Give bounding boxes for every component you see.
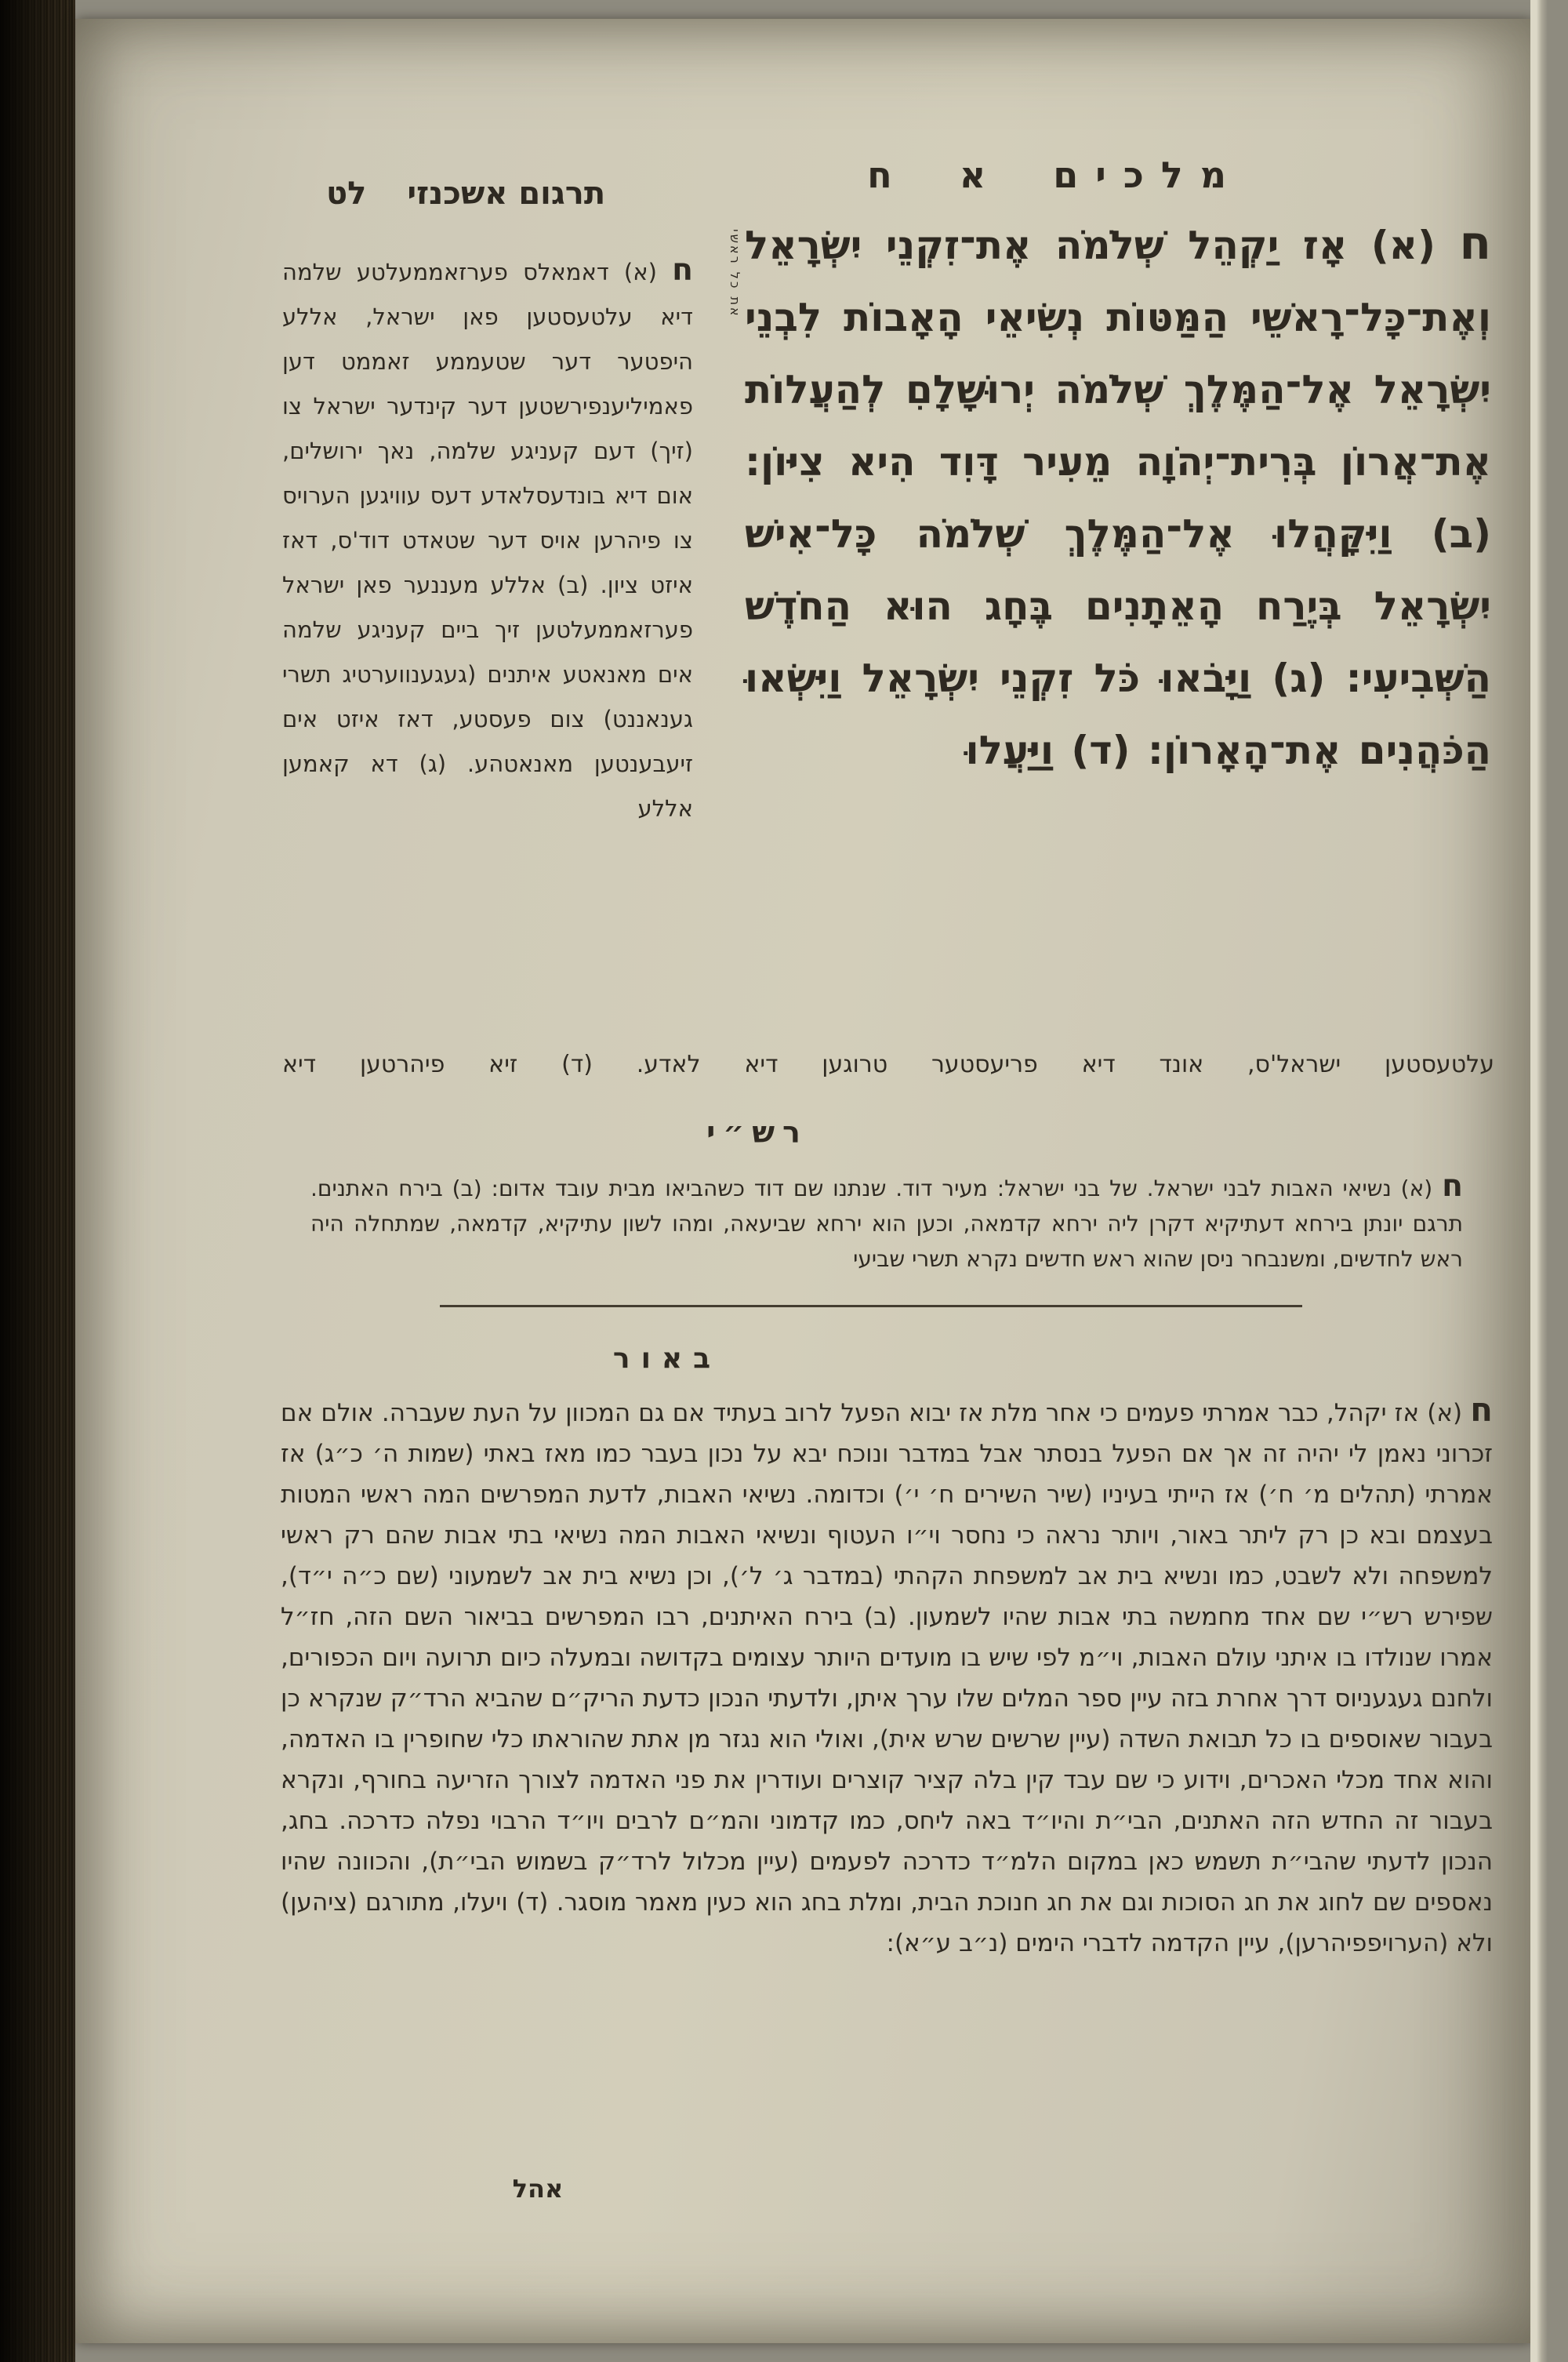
page: [75, 19, 1530, 2343]
rashi-commentary-text: ח (א) נשיאי האבות לבני ישראל. של בני ישראל: מעיר דוד. שנתנו שם דוד כשהביאו מבית עובד אדום: (ב) בירח האתנים. תרגם יונתן בירחא דעתיקיא דקרן ליה ירחא קדמאה, וכען הוא ירחא שביעאה, ומהו לשון עתיקיא, קדמאה, שמתחלה היה ראש לחדשים, ומשנבחר ניסן שהוא ראש חדשים נקרא תשרי שביעי: [310, 1168, 1463, 1272]
book-spine-edge: [0, 0, 75, 2362]
biur-commentary-text: ח (א) אז יקהל, כבר אמרתי פעמים כי אחר מלת אז יבוא הפעל לרוב בעתיד אם גם המכוון על העת שעברה. אולם אם זכרוני נאמן לי יהיה זה אך אם הפעל בנסתר אבל במדבר ונוכח יבא על נכון בעבר כמו מאז באתי (שמות ה׳ כ״ג) אז אמרתי (תהלים מ׳ ח׳) אז הייתי בעיניו (שיר השירים ח׳ י׳) וכדומה. נשיאי האבות, לדעת המפרשים המה ראשי המטות בעצמם ובא כן רק ליתר באור, ויותר נראה כי נחסר וי״ו העטוף ונשיאי האבות המה נשיאי בתי אבות שהם רק ראשי למשפחה ולא לשבט, כמו ונשיא בית אב למשפחת הקהתי (במדבר ג׳ ל׳), וכן נשיא בית אב לשמעוני (שם כ״ה י״ד), שפירש רש״י שם אחד מחמשה בתי אבות שהיו לשמעון. (ב) בירח האיתנים, רבו המפרשים בביאור השם הזה, חז״ל אמרו שנולדו בו איתני עולם האבות, וי״מ לפי שיש בו מועדים היותר עצומים בקדושה ובמעלה כיום תרועה ויום הכפורים, ולחנם געגעניוס דרך אחרת בזה עיין ספר המלים שלו ערך איתן, ולדעתי הנכון כדעת הריק״ם שהביא הרד״ק שנקרא כן בעבור שאוספים בו כל תבואת השדה (עיין שרשים שרש אית), ואולי הוא נגזר מן אתת שהוראתו כלי שחופרין בו האדמה, והוא אחד מכלי האכרים, וידוע כי שם עבד קין בלה קציר קוצרים ועודרין את פני האדמה לצורך הזריעה בחורף, ונקרא בעבור זה החדש הזה האתנים, הבי״ת והיו״ד באה ליחס, כמו קדמוני והמ״ם לרבים ויו״ד הרבוי נפלה כדרכה. בחג, הנכון לדעתי שהבי״ת תשמש כאן במקום הלמ״ד כדרכה לפעמים (עיין מכלול לרד״ק בשמוש הבי״ת), והכוונה שהיו נאספים שם לחוג את חג הסוכות וגם את חג חנוכת הבית, ומלת בחג הוא כעין מאמר מוסגר. (ד) ויעלו, מתורגם (ציהען) ולא (הערויפפיהרען), עיין הקדמה לדברי הימים (נ״ב ע״א):: [281, 1390, 1493, 1957]
section-title: תרגום אשכנזי: [407, 176, 606, 212]
catchword: אהל: [512, 2174, 564, 2204]
folio-number: לט: [326, 176, 367, 212]
page-edge-right: [1530, 0, 1568, 2362]
biblical-text: ח (א) אָז יַקְהֵל שְׁלֹמֹה אֶת־זִקְנֵי יִשְׂרָאֵל וְאֶת־כָּל־רָאשֵׁי הַמַּטּוֹת נְשִׂיאֵי הָאָבוֹת לִבְנֵי יִשְׂרָאֵל אֶל־הַמֶּלֶךְ שְׁלֹמֹה יְרוּשָׁלָםִ לְהַעֲלוֹת אֶת־אֲרוֹן בְּרִית־יְהֹוָה מֵעִיר דָּוִד הִיא צִיּוֹן: (ב) וַיִּקָּהֲלוּ אֶל־הַמֶּלֶךְ שְׁלֹמֹה כָּל־אִישׁ יִשְׂרָאֵל בְּיֶרַח הָאֵתָנִים בֶּחָג הוּא הַחֹדֶשׁ הַשְּׁבִיעִי: (ג) וַיָּבֹאוּ כֹּל זִקְנֵי יִשְׂרָאֵל וַיִּשְׂאוּ הַכֹּהֲנִים אֶת־הָאָרוֹן: (ד) וַיַּעֲלוּ: [745, 216, 1491, 773]
targum-continuation-line: עלטעסטען ישראל'ס, אונד דיא פריעסטער טרוגען דיא לאדע. (ד) זיא פיהרטען דיא: [282, 1051, 1494, 1078]
page-header-section: [326, 176, 605, 212]
biur-heading: באור: [612, 1343, 722, 1375]
marginal-note: את כל ראשי: [728, 229, 742, 318]
section-divider: [440, 1305, 1302, 1307]
targum-ashkenazi-text: ח (א) דאמאלס פערזאממעלטע שלמה דיא עלטעסטען פאן ישראל, אללע היפטער דער שטעממע זאממט דען פאמיליענפירשטען דער קינדער ישראל צו (זיך) דעם קעניגע שלמה, נאך ירושלים, אום דיא בונדעסלאדע דעס עוויגען הערויס צו פיהרען אויס דער שטאדט דוד'ס, דאז איזט ציון. (ב) אללע מעננער פאן ישראל פערזאממעלטען זיך ביים קעניגע שלמה אים מאנאטע איתנים (געגענווערטיג תשרי גענאננט) צום פעסטע, דאז איזט אים זיעבענטען מאנאטהע. (ג) דא קאמען אללע: [282, 253, 693, 822]
rashi-heading: רש״י: [706, 1115, 808, 1150]
page-header-book-title: מלכים א ח: [867, 154, 1243, 196]
